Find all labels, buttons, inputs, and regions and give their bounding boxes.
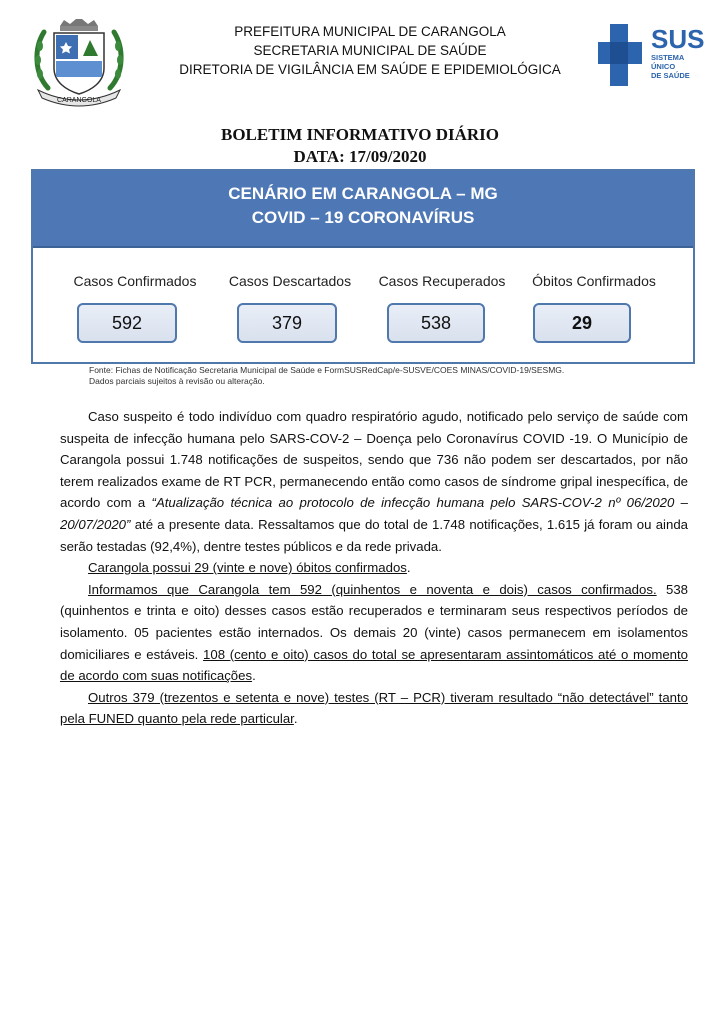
header-line-3: DIRETORIA DE VIGILÂNCIA EM SAÚDE E EPIDEMIOLÓGICA — [179, 62, 561, 77]
stat-deaths-value: 29 — [533, 303, 631, 343]
svg-text:SISTEMA: SISTEMA — [651, 53, 685, 62]
header-line-1: PREFEITURA MUNICIPAL DE CARANGOLA — [234, 24, 506, 39]
p3-mid-text: 538 (quinhentos e trinta e oito) desses casos estão recuperados e terminaram seus respectivos períodos de isolamento. 05 pacientes estão internados. Os demais 20 (vinte) casos permanecem em isolamentos domiciliares e estáveis. — [60, 581, 689, 662]
covid-scenario-panel — [31, 169, 695, 364]
stat-confirmed — [65, 273, 205, 333]
paragraph-negative-tests — [60, 687, 688, 730]
p3-confirmed-text: Informamos que Carangola tem 592 (quinhentos e noventa e dois) casos confirmados. — [88, 581, 657, 597]
data-source-note — [89, 365, 689, 387]
svg-text:SUS: SUS — [651, 24, 705, 54]
stat-confirmed-value: 592 — [77, 303, 177, 343]
sus-logo — [598, 24, 705, 86]
svg-text:DE SAÚDE: DE SAÚDE — [651, 71, 690, 80]
p2-end: . — [406, 560, 411, 576]
paragraph-deaths — [60, 557, 688, 579]
paragraph-confirmed-cases — [60, 579, 688, 687]
panel-title-line-1: CENÁRIO EM CARANGOLA – MG — [228, 184, 498, 203]
stat-confirmed-label: Casos Confirmados — [73, 273, 197, 289]
p4-end: . — [293, 711, 298, 727]
p4-negative-tests-text: Outros 379 (trezentos e setenta e nove) testes (RT – PCR) tiveram resultado “não detectável” tanto pela FUNED quanto pela rede particular — [60, 689, 688, 727]
p2-deaths-text: Carangola possui 29 (vinte e nove) óbitos confirmados — [88, 560, 407, 576]
stat-recovered-value: 538 — [387, 303, 485, 343]
coat-ribbon-text: CARANGOLA — [57, 97, 101, 104]
bulletin-heading — [0, 124, 720, 168]
bulletin-date: DATA: 17/09/2020 — [293, 147, 427, 166]
panel-title-line-2: COVID – 19 CORONAVÍRUS — [251, 208, 475, 227]
header-institution — [150, 22, 590, 79]
document-header — [0, 0, 720, 120]
p1-text-a: Caso suspeito é todo indivíduo com quadro respiratório agudo, notificado pelo serviço de saúde com suspeita de infecção humana pelo SARS-COV-2 – Doença pelo Coronavírus COVID -19. O Município de Carangola possui 1.748 notificações de suspeitos, sendo que 736 não podem ser descartados, por não terem realizados exame de RT PCR, permanecendo então como casos de síndrome gripal inespecífica, de acordo com a — [60, 409, 688, 511]
stat-discarded-value: 379 — [237, 303, 337, 343]
stat-deaths — [521, 273, 667, 333]
stat-discarded — [219, 273, 361, 333]
paragraph-suspected-cases — [60, 406, 688, 557]
p1-text-b: até a presente data. Ressaltamos que do total de 1.748 notificações, 1.615 já foram ou ainda serão testadas (92,4%), dentre testes públicos e da rede privada. — [60, 516, 688, 554]
source-line-1: Fonte: Fichas de Notificação Secretaria Municipal de Saúde e FormSUSRedCap/e-SUSVE/COES MINAS/COVID-19/SESMG. — [89, 365, 565, 375]
p3-asymptomatic-text: 108 (cento e oito) casos do total se apresentaram assintomáticos até o momento de acordo com suas notificações — [60, 646, 688, 684]
source-line-2: Dados parciais sujeitos à revisão ou alteração. — [89, 376, 265, 386]
stat-recovered-label: Casos Recuperados — [378, 273, 506, 289]
stat-discarded-label: Casos Descartados — [228, 273, 352, 289]
stat-deaths-label: Óbitos Confirmados — [532, 273, 656, 289]
panel-header — [33, 171, 693, 248]
p3-end: . — [252, 668, 256, 684]
svg-text:ÚNICO: ÚNICO — [651, 62, 676, 71]
bulletin-title: BOLETIM INFORMATIVO DIÁRIO — [221, 125, 499, 144]
p1-protocol-reference: “Atualização técnica ao protocolo de infecção humana pelo SARS-COV-2 nº 06/2020 – 20/07/2020” — [60, 495, 689, 532]
header-line-2: SECRETARIA MUNICIPAL DE SAÚDE — [253, 43, 487, 58]
stat-recovered — [369, 273, 515, 333]
bulletin-body — [60, 406, 688, 730]
carangola-coat-of-arms-logo — [30, 18, 128, 106]
